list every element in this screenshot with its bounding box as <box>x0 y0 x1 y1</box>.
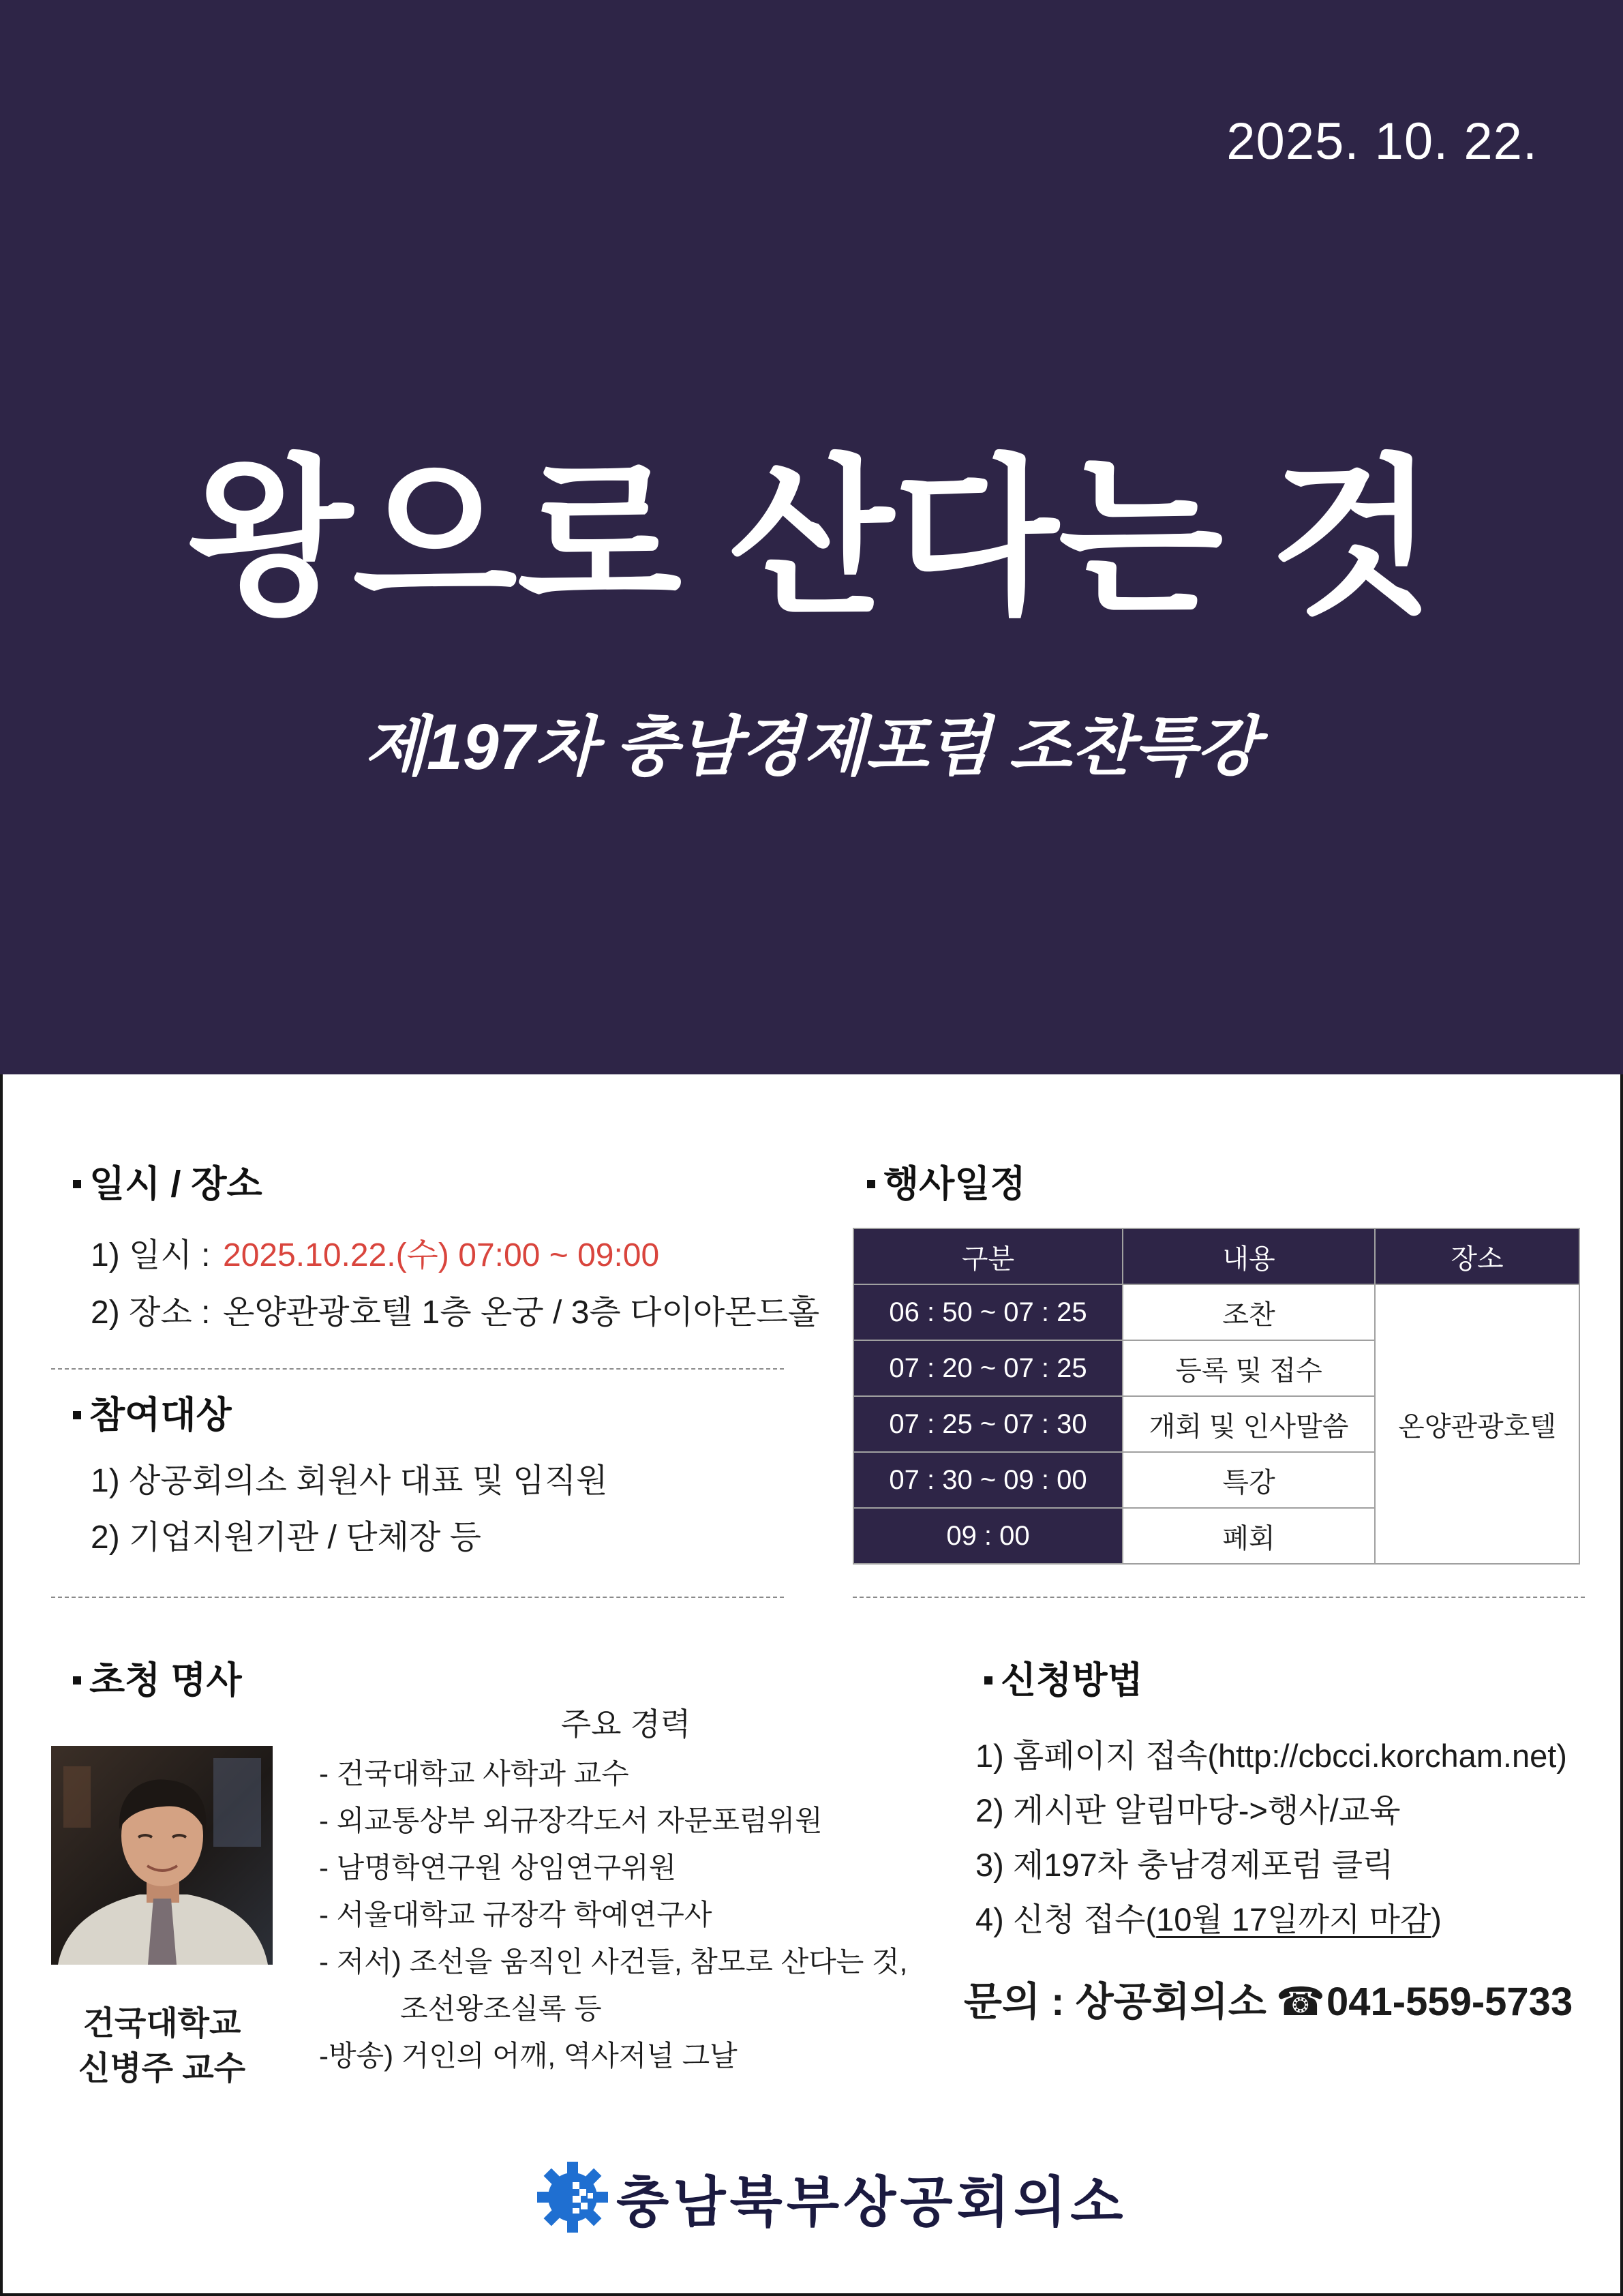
speaker-photo <box>51 1746 273 1965</box>
deadline-prefix: 4) 신청 접수( <box>975 1901 1157 1937</box>
deadline-suffix: ) <box>1431 1901 1442 1937</box>
content-cell: 등록 및 접수 <box>1123 1340 1375 1396</box>
program-table <box>853 1228 1580 1565</box>
apply-steps <box>975 1729 1616 1947</box>
dashed-divider <box>51 1368 784 1370</box>
venue-cell: 온양관광호텔 <box>1375 1284 1579 1564</box>
section-heading-text: 일시 / 장소 <box>89 1164 262 1205</box>
contact-label: 문의 : 상공회의소 <box>964 1980 1266 2024</box>
list-item: - 외교통상부 외규장각도서 자문포럼위원 <box>319 1804 823 1837</box>
list-item: - 서울대학교 규장각 학예연구사 <box>319 1899 712 1931</box>
apply-step: 1) 홈페이지 접속(http://cbcci.korcham.net) <box>975 1738 1567 1774</box>
apply-step: 2) 게시판 알림마당->행사/교육 <box>975 1792 1401 1828</box>
bullet-marker <box>867 1180 875 1188</box>
table-row <box>853 1284 1579 1340</box>
career-list <box>319 1750 932 2079</box>
place-value: 온양관광호텔 1층 온궁 / 3층 다이아몬드홀 <box>223 1295 820 1331</box>
table-header-row <box>853 1228 1579 1284</box>
gear-tooth <box>567 2162 578 2177</box>
section-heading-audience <box>73 1391 232 1439</box>
dashed-divider <box>51 1597 784 1598</box>
lecture-title: 왕으로 산다는 것 <box>187 443 1436 633</box>
content-cell: 폐회 <box>1123 1508 1375 1564</box>
pixel-block <box>573 2208 579 2214</box>
organization-name: 충남북부상공회의소 <box>616 2171 1127 2233</box>
event-date: 2025. 10. 22. <box>1226 112 1538 170</box>
section-heading-overview <box>73 1160 262 1208</box>
bullet-marker <box>73 1180 81 1188</box>
section-heading-speaker <box>73 1657 242 1704</box>
date-line <box>91 1234 847 1278</box>
table-head <box>853 1228 1579 1284</box>
bullet-marker <box>73 1411 81 1419</box>
speaker-affiliation: 건국대학교 <box>82 2006 241 2042</box>
date-value: 2025.10.22.(수) 07:00 ~ 09:00 <box>223 1237 660 1273</box>
content-cell: 조찬 <box>1123 1284 1375 1340</box>
section-heading-text: 행사일정 <box>883 1164 1026 1205</box>
gear-tooth <box>567 2218 578 2233</box>
dashed-divider <box>853 1597 1585 1598</box>
list-item: - 저서) 조선을 움직인 사건들, 참모로 산다는 것, <box>319 1946 908 1978</box>
pixel-block <box>588 2193 593 2199</box>
forum-subtitle: 제197차 충남경제포럼 조찬특강 <box>364 711 1259 783</box>
pixel-block <box>573 2182 579 2189</box>
column-header-content: 내용 <box>1123 1228 1375 1284</box>
phone-icon: ☎ <box>1275 1980 1325 2024</box>
career-heading: 주요 경력 <box>560 1706 691 1742</box>
table-body <box>853 1284 1579 1564</box>
time-cell: 07 : 25 ~ 07 : 30 <box>853 1396 1123 1452</box>
background-light <box>213 1758 261 1847</box>
column-header-time: 구분 <box>853 1228 1123 1284</box>
bullet-marker <box>73 1676 81 1685</box>
section-heading-program <box>867 1160 1026 1208</box>
place-line <box>91 1291 847 1335</box>
deadline-date: 10월 17일까지 마감 <box>1156 1901 1431 1937</box>
date-label: 1) 일시 : <box>91 1237 211 1273</box>
gear-tooth <box>593 2192 608 2203</box>
column-header-venue: 장소 <box>1375 1228 1579 1284</box>
section-heading-apply <box>984 1657 1143 1704</box>
content-cell: 특강 <box>1123 1452 1375 1508</box>
speaker-name: 신병주 교수 <box>78 2051 246 2087</box>
pixel-block <box>579 2189 586 2196</box>
list-item: - 남명학연구원 상임연구위원 <box>319 1852 677 1884</box>
place-label: 2) 장소 : <box>91 1295 211 1331</box>
contact-line <box>964 1975 1611 2029</box>
pixel-block <box>581 2203 588 2209</box>
list-item: - 건국대학교 사학과 교수 <box>319 1757 629 1789</box>
speaker-name-block <box>51 2002 273 2091</box>
background-shelf <box>63 1766 91 1828</box>
list-item: 조선왕조실록 등 <box>400 1993 602 2025</box>
section-heading-text: 참여대상 <box>89 1395 232 1436</box>
contact-phone: 041-559-5733 <box>1326 1980 1573 2024</box>
content-cell: 개회 및 인사말씀 <box>1123 1396 1375 1452</box>
gear-tooth <box>537 2192 552 2203</box>
time-cell: 09 : 00 <box>853 1508 1123 1564</box>
time-cell: 07 : 20 ~ 07 : 25 <box>853 1340 1123 1396</box>
time-cell: 07 : 30 ~ 09 : 00 <box>853 1452 1123 1508</box>
audience-item: 1) 상공회의소 회원사 대표 및 임직원 <box>91 1463 608 1499</box>
chamber-logo <box>534 2156 1127 2238</box>
time-cell: 06 : 50 ~ 07 : 25 <box>853 1284 1123 1340</box>
list-item: -방송) 거인의 어깨, 역사저널 그날 <box>319 2040 738 2072</box>
apply-step-deadline <box>975 1892 1616 1947</box>
pixel-block <box>573 2196 581 2203</box>
bullet-marker <box>984 1676 992 1685</box>
gear-logo-icon <box>534 2159 611 2235</box>
apply-step: 3) 제197차 충남경제포럼 클릭 <box>975 1847 1394 1883</box>
audience-item: 2) 기업지원기관 / 단체장 등 <box>91 1520 482 1556</box>
section-heading-text: 신청방법 <box>1001 1660 1143 1701</box>
section-heading-text: 초청 명사 <box>89 1660 242 1701</box>
